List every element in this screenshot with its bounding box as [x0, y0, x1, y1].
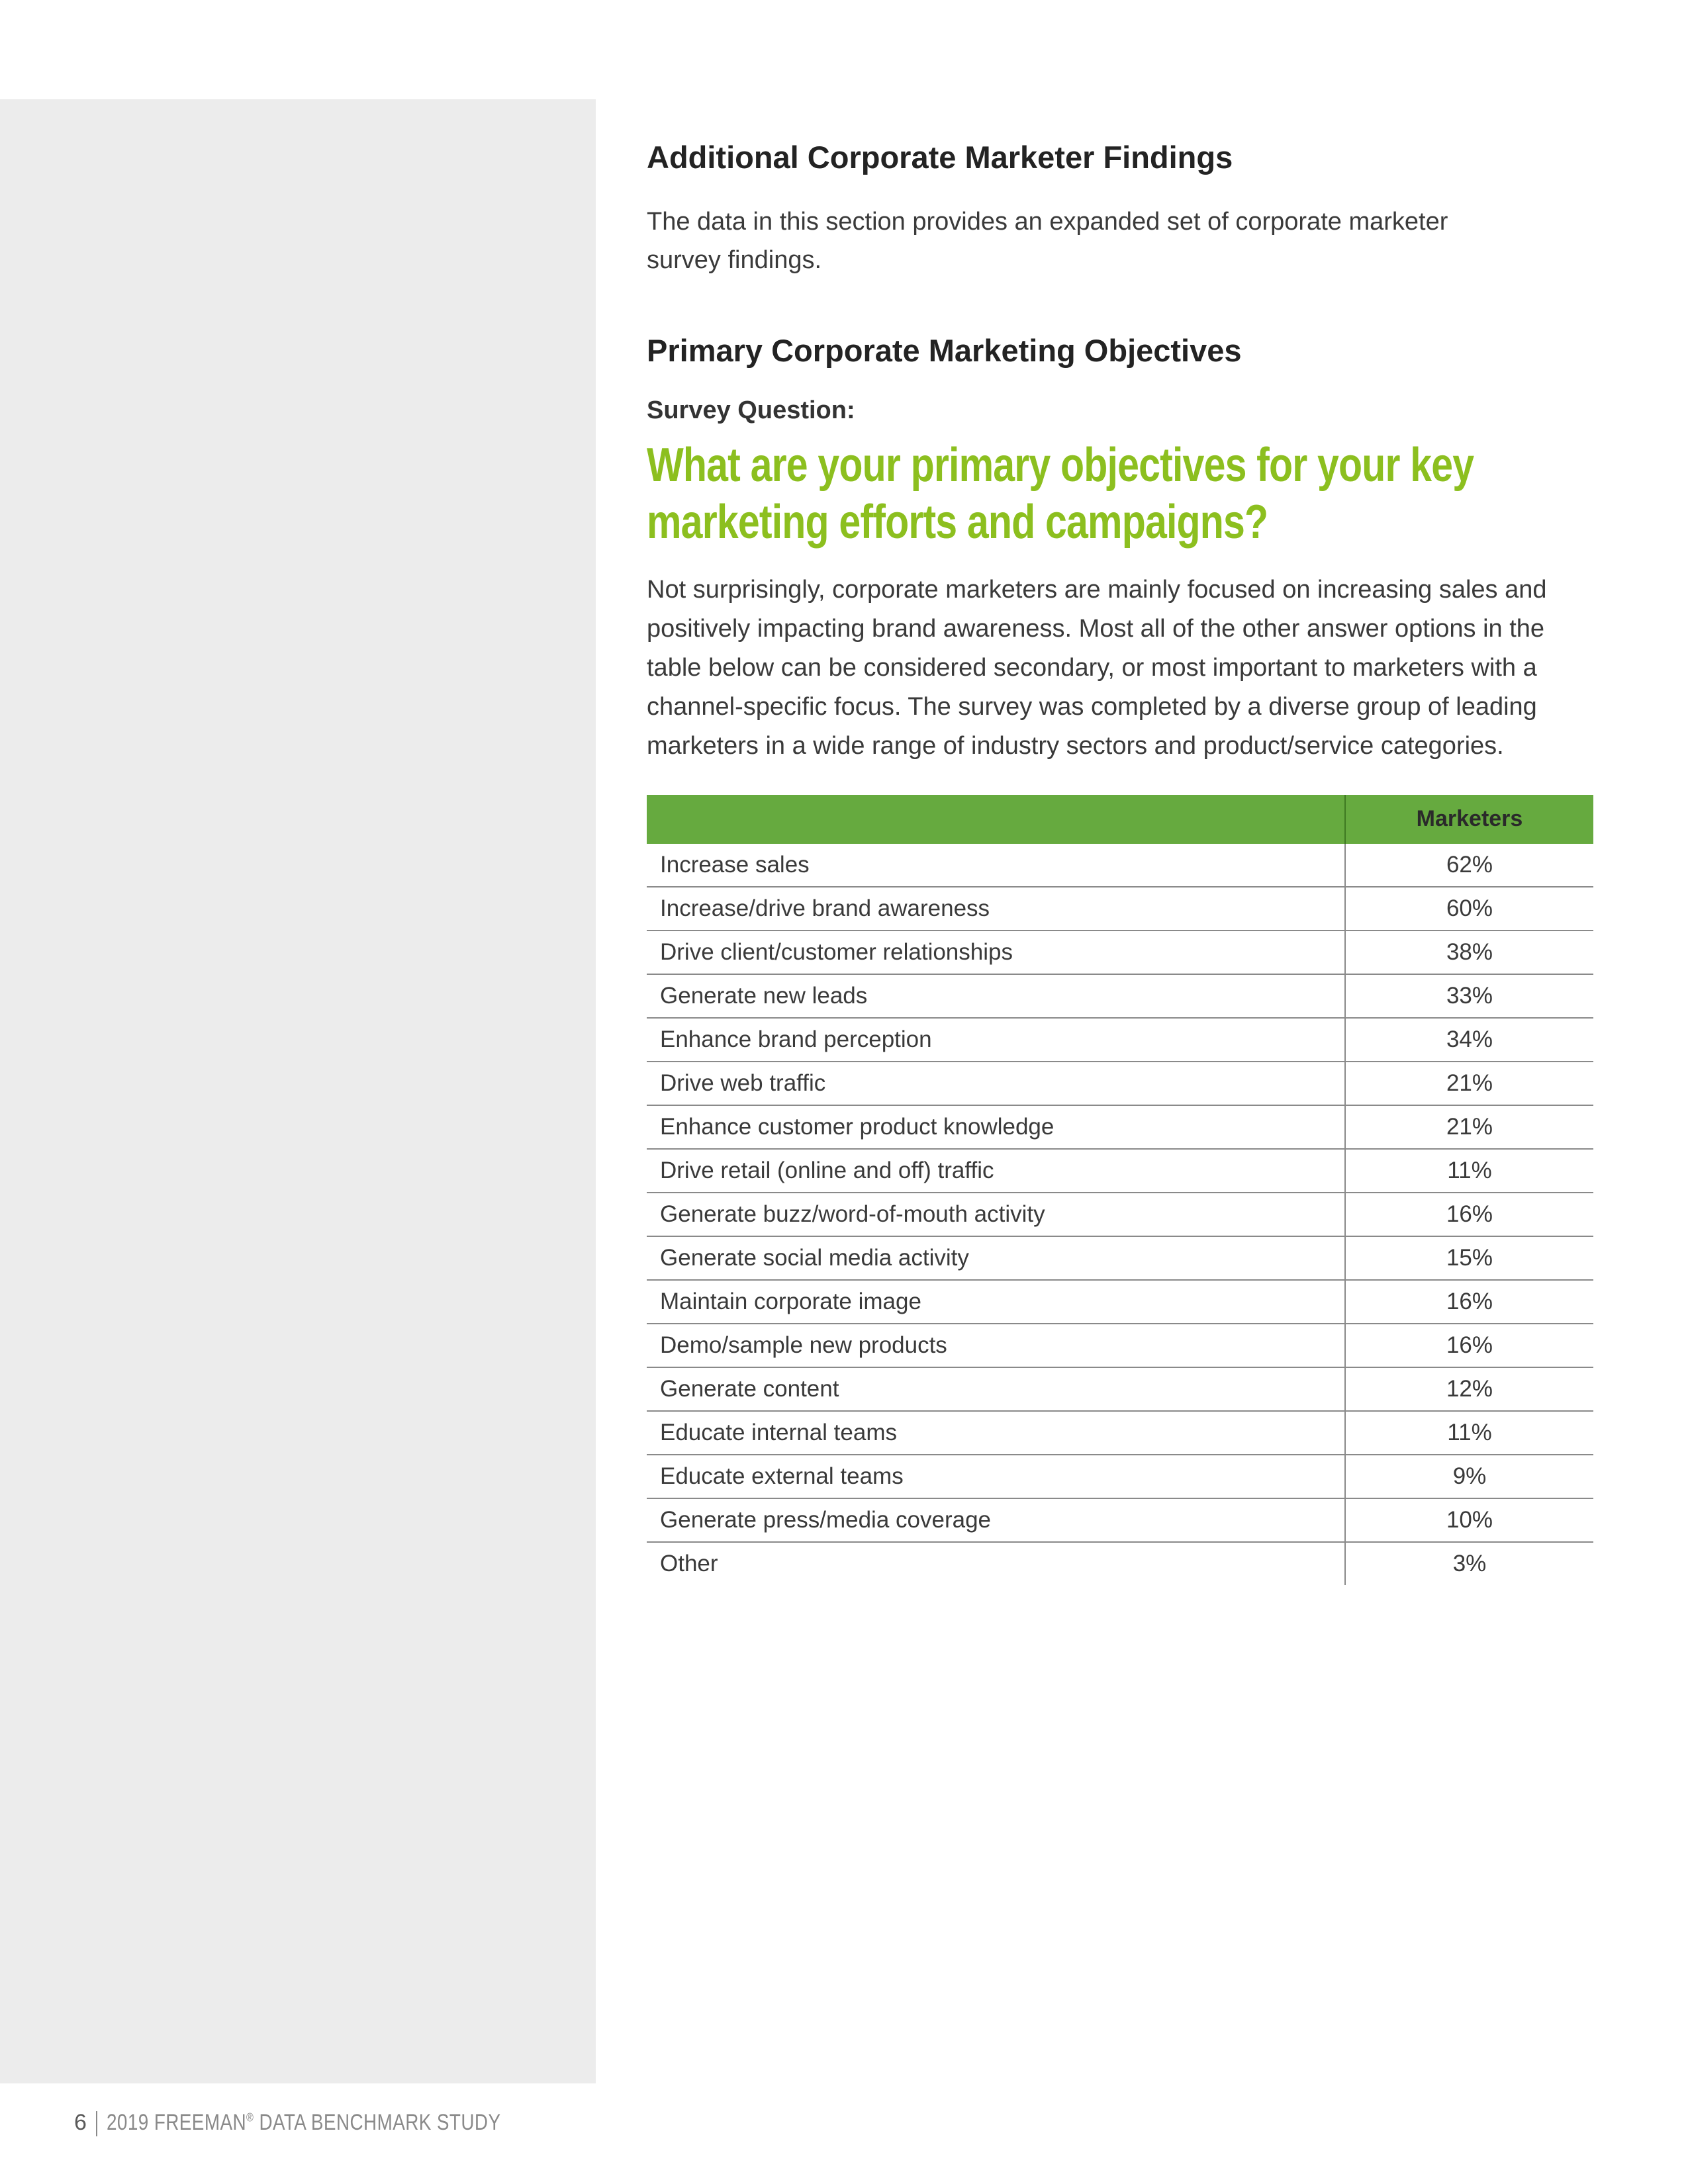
objective-value: 11% — [1345, 1411, 1593, 1455]
objective-label: Drive retail (online and off) traffic — [647, 1149, 1345, 1193]
table-row — [647, 1149, 1593, 1193]
footer-title-main: 2019 FREEMAN — [106, 2110, 246, 2135]
table-row — [647, 1411, 1593, 1455]
objective-label: Maintain corporate image — [647, 1280, 1345, 1324]
table-row — [647, 1542, 1593, 1585]
table-row — [647, 1455, 1593, 1498]
table-row — [647, 1062, 1593, 1105]
objective-value: 60% — [1345, 887, 1593, 931]
section-title: Additional Corporate Marketer Findings — [647, 140, 1233, 175]
footer-divider — [96, 2111, 97, 2136]
objective-label: Drive web traffic — [647, 1062, 1345, 1105]
section-intro: The data in this section provides an expanded set of corporate marketer survey findings. — [647, 208, 1448, 275]
objective-label: Drive client/customer relationships — [647, 931, 1345, 974]
table-header-row — [647, 795, 1593, 844]
table-row — [647, 1324, 1593, 1367]
objective-value: 21% — [1345, 1105, 1593, 1149]
objective-label: Demo/sample new products — [647, 1324, 1345, 1367]
objective-value: 12% — [1345, 1367, 1593, 1411]
page-footer — [74, 2110, 587, 2136]
objective-label: Generate content — [647, 1367, 1345, 1411]
table-row — [647, 1193, 1593, 1236]
table-row — [647, 887, 1593, 931]
objective-label: Increase sales — [647, 844, 1345, 887]
table-row — [647, 1105, 1593, 1149]
main-content — [647, 139, 1593, 1585]
table-row — [647, 1367, 1593, 1411]
objective-label: Generate new leads — [647, 974, 1345, 1018]
objective-value: 3% — [1452, 1550, 1487, 1576]
table-body — [647, 844, 1593, 1585]
table-row — [647, 1236, 1593, 1280]
header-marketers-cell: Marketers — [1345, 795, 1593, 844]
objectives-body: Not surprisingly, corporate marketers are mainly focused on increasing sales and positively impacting brand awareness. Most all of the other answer options in the table below can be considered secondary, or most important to marketers with a channel-specific focus. The survey was completed by a diverse group of leading marketers in a wide range of industry sectors and product/service categories. — [647, 575, 1547, 760]
objective-value: 21% — [1345, 1062, 1593, 1105]
footer-title — [107, 2110, 500, 2136]
objective-value: 16% — [1345, 1193, 1593, 1236]
objective-value: 16% — [1345, 1324, 1593, 1367]
objective-value: 38% — [1345, 931, 1593, 974]
survey-question: What are your primary objectives for your key marketing efforts and campaigns? — [647, 438, 1474, 549]
objectives-title: Primary Corporate Marketing Objectives — [647, 333, 1242, 369]
table-row — [647, 844, 1593, 887]
footer-title-rest: DATA BENCHMARK STUDY — [254, 2110, 501, 2135]
objective-label: Other — [647, 1542, 1345, 1585]
table-row — [647, 1018, 1593, 1062]
table-row — [647, 974, 1593, 1018]
objective-value: 10% — [1345, 1498, 1593, 1542]
page-number: 6 — [74, 2110, 87, 2135]
objectives-table — [647, 795, 1593, 1585]
header-label-cell — [647, 795, 1345, 844]
objective-label: Generate social media activity — [647, 1236, 1345, 1280]
table-row — [647, 1498, 1593, 1542]
registered-mark: ® — [246, 2111, 254, 2124]
objective-value: 62% — [1345, 844, 1593, 887]
objective-value: 33% — [1345, 974, 1593, 1018]
objective-label: Educate external teams — [647, 1455, 1345, 1498]
left-margin-panel — [0, 99, 596, 2083]
objective-value: 34% — [1345, 1018, 1593, 1062]
table-row — [647, 931, 1593, 974]
objective-label: Educate internal teams — [647, 1411, 1345, 1455]
objective-label: Generate press/media coverage — [647, 1498, 1345, 1542]
objective-label: Enhance customer product knowledge — [647, 1105, 1345, 1149]
objective-label: Enhance brand perception — [647, 1018, 1345, 1062]
survey-question-label: Survey Question: — [647, 396, 855, 424]
objective-value: 15% — [1345, 1236, 1593, 1280]
objective-value: 11% — [1345, 1149, 1593, 1193]
objective-label: Generate buzz/word-of-mouth activity — [647, 1193, 1345, 1236]
table-row — [647, 1280, 1593, 1324]
objective-value: 9% — [1345, 1455, 1593, 1498]
objective-value: 16% — [1345, 1280, 1593, 1324]
objective-label: Increase/drive brand awareness — [647, 887, 1345, 931]
